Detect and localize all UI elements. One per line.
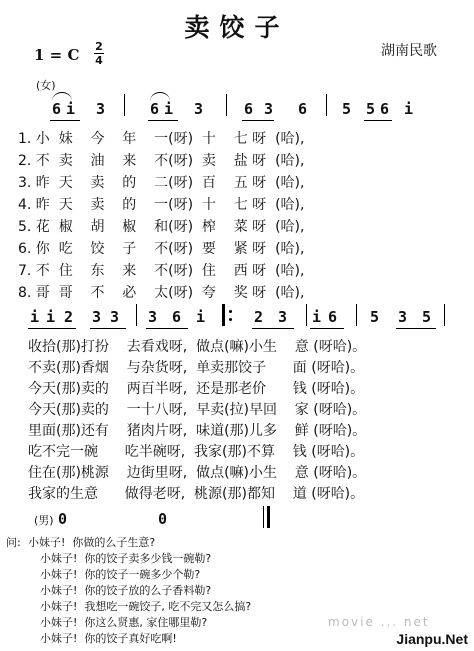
note: i [30, 308, 40, 326]
note: 3 [398, 308, 408, 326]
lyric-line: 2. 不 卖 油 来 不(呀) 卖 盐 呀 (哈), [18, 153, 305, 169]
lyric-line: 不卖(那)香烟 与杂货呀, 单卖那饺子 面 (呀哈)。 [28, 360, 365, 376]
note: 3 [148, 308, 158, 326]
lyric-line: 收拾(那)打扮 去看戏呀, 做点(嘛)小生 意 (呀哈)。 [28, 339, 367, 355]
lyric-line: 7. 不 住 东 来 不(呀) 住 西 呀 (哈), [18, 263, 305, 279]
note: 6 [298, 100, 308, 118]
note: 6 [380, 100, 390, 118]
male-part [0, 506, 474, 532]
dialog-prefix: 问: [6, 536, 21, 549]
note: 5 [422, 308, 432, 326]
note: i [164, 100, 174, 118]
rest-note: 0 [58, 510, 68, 528]
site-watermark: Jianpu.Net [396, 631, 468, 647]
voice-label-male: (男) [34, 514, 54, 527]
note: 6 [150, 100, 160, 118]
rest-note: 0 [158, 510, 168, 528]
lyric-line: 吃不完一碗 吃半碗呀, 我家(那)不算 钱 (呀哈)。 [28, 444, 365, 460]
spoken-dialog [6, 535, 336, 645]
meter-bottom: 4 [95, 54, 103, 67]
note: 6 [172, 308, 182, 326]
note: 5 [366, 100, 376, 118]
lyric-line: 4. 昨 天 卖 的 一(呀) 十 七 呀 (哈), [18, 197, 305, 213]
note: i [196, 308, 206, 326]
dialog-line: 小妹子! 你的饺子一碗多少个勒? [40, 568, 201, 581]
notation-line-1 [0, 92, 474, 122]
note: 2 [64, 308, 74, 326]
note: 3 [278, 308, 288, 326]
lyric-line: 1. 小 妹 今 年 一(呀) 十 七 呀 (哈), [18, 131, 305, 147]
song-title: 卖饺子 [184, 13, 290, 42]
note: 3 [110, 308, 120, 326]
lyric-line: 我家的生意 做得老呀, 桃源(那)都知 道 (呀哈)。 [28, 486, 365, 502]
lyric-line: 今天(那)卖的 两百半呀, 还是那老价 钱 (呀哈)。 [28, 381, 365, 397]
lyric-line: 8. 哥 哥 不 必 太(呀) 夸 奖 呀 (哈), [18, 285, 305, 301]
dialog-line: 小妹子! 你这么贤惠, 家住哪里勒? [40, 616, 208, 629]
dialog-line: 小妹子! 我想吃一碗饺子, 吃不完又怎么搞? [40, 600, 252, 613]
note: 5 [370, 308, 380, 326]
lyric-line: 住在(那)桃源 边街里呀, 做点(嘛)小生 意 (呀哈)。 [28, 465, 367, 481]
note: i [46, 308, 56, 326]
meter-top: 2 [95, 40, 103, 53]
key-signature: 1 = C [34, 46, 80, 64]
lyric-line: 今天(那)卖的 一十八呀, 早卖(拉)早回 家 (呀哈)。 [28, 402, 367, 418]
note: 5 [342, 100, 352, 118]
note: 3 [92, 308, 102, 326]
lyric-line: 里面(那)还有 猪肉片呀, 味道(那)儿多 鲜 (呀哈)。 [28, 423, 367, 439]
note: 3 [96, 100, 106, 118]
note: 2 [254, 308, 264, 326]
note: 3 [264, 100, 274, 118]
note: i [66, 100, 76, 118]
note: 3 [194, 100, 204, 118]
note: 6 [244, 100, 254, 118]
note: i [404, 100, 414, 118]
song-origin: 湖南民歌 [381, 43, 437, 59]
lyric-line: 3. 昨 天 卖 的 二(呀) 百 五 呀 (哈), [18, 175, 305, 191]
faint-watermark: movie ... net [328, 615, 430, 629]
notation-line-2 [0, 302, 474, 332]
time-signature [92, 40, 106, 67]
dialog-line: 小妹子! 你的饺子放的么子香料勒? [40, 584, 212, 597]
lyric-line: 6. 你 吃 饺 子 不(呀) 要 紧 呀 (哈), [18, 241, 305, 257]
note: 6 [328, 308, 338, 326]
dialog-line: 小妹子! 你的饺子真好吃啊! [40, 632, 177, 645]
note: 6 [52, 100, 62, 118]
dialog-line: 小妹子! 你做的么子生意? [28, 536, 156, 549]
dialog-line: 小妹子! 你的饺子卖多少钱一碗勒? [40, 552, 212, 565]
lyric-line: 5. 花 椒 胡 椒 和(呀) 榨 菜 呀 (哈), [18, 219, 305, 235]
note: i [312, 308, 322, 326]
voice-label-female: (女) [36, 79, 56, 92]
